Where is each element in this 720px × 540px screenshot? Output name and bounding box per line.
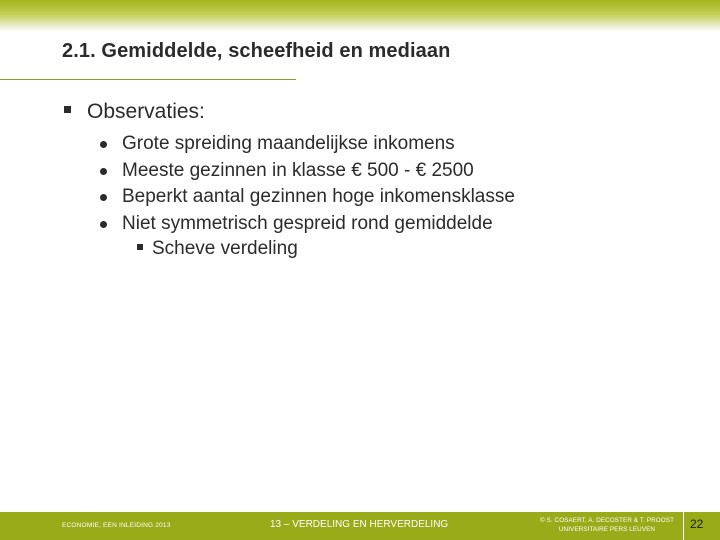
square-bullet-icon [137, 244, 143, 250]
list-item-text: Beperkt aantal gezinnen hoge inkomensklasse [122, 186, 515, 207]
sub-bullet-text: Scheve verdeling [152, 238, 298, 259]
list-item-text: Niet symmetrisch gespreid rond gemiddelde [122, 212, 493, 234]
round-bullet-icon [100, 141, 107, 148]
footer-publisher: UNIVERSITAIRE PERS LEUVEN [558, 526, 656, 533]
square-bullet-icon [64, 106, 71, 113]
round-bullet-icon [100, 221, 107, 228]
list-item [100, 184, 515, 211]
footer-bar [0, 512, 720, 540]
round-bullet-icon [100, 194, 107, 201]
observations-heading-text: Observaties: [87, 100, 205, 123]
list-item [100, 158, 515, 185]
list-item-text: Meeste gezinnen in klasse € 500 - € 2500 [122, 159, 474, 181]
list-item [100, 131, 515, 158]
slide-title: 2.1. Gemiddelde, scheefheid en mediaan [62, 40, 451, 62]
footer-authors: © S. COSAERT, A. DECOSTER & T. PROOST [539, 517, 675, 524]
footer-book-title: ECONOMIE, EEN INLEIDING 2013 [62, 522, 171, 529]
page-number: 22 [690, 517, 704, 531]
footer-copyright [533, 516, 681, 534]
list-item-text: Grote spreiding maandelijkse inkomens [122, 133, 455, 154]
footer-chapter-title: 13 – VERDELING EN HERVERDELING [270, 519, 449, 530]
title-underline [0, 79, 296, 80]
sub-bullet [137, 236, 298, 262]
observations-heading [64, 100, 205, 124]
header-gradient-bar [0, 0, 720, 32]
round-bullet-icon [100, 168, 107, 175]
observation-list [100, 131, 515, 237]
list-item [100, 211, 515, 238]
footer-divider [683, 512, 684, 540]
